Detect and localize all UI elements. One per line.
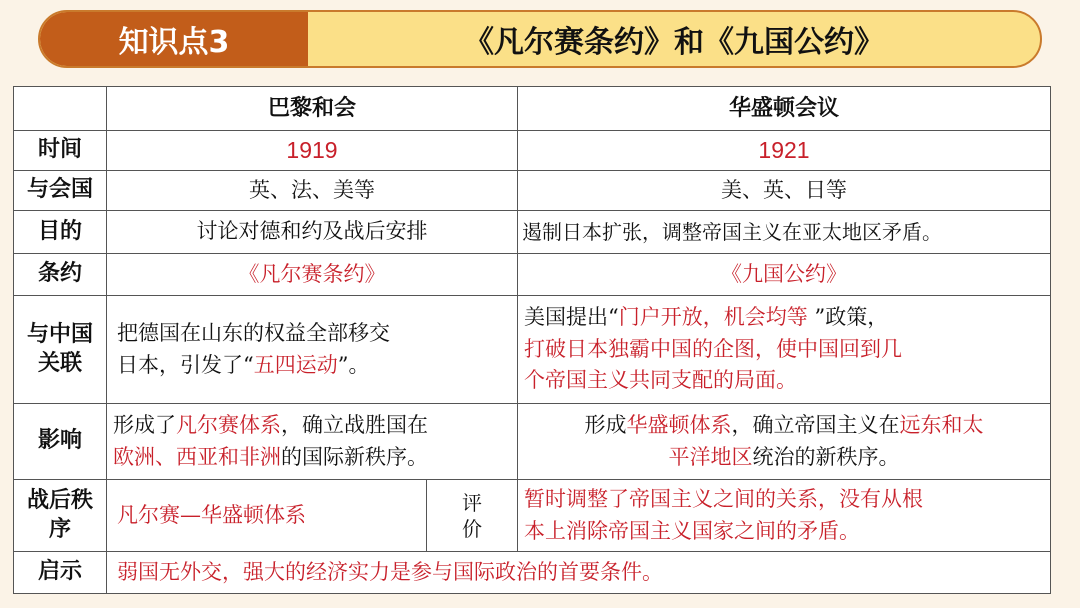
row-label-order: [14, 480, 107, 552]
washington-china-text-c: ”政策，: [814, 305, 889, 330]
paris-participants: 英、法、美等: [107, 171, 518, 211]
knowledge-point-tag: [40, 12, 308, 66]
page-title: 《凡尔赛条约》和《九国公约》: [464, 25, 884, 60]
paris-impact-regions: 欧洲、西亚和非洲: [113, 444, 281, 469]
paris-impact-line2: [113, 442, 511, 474]
table-row-lesson: [14, 552, 1051, 594]
row-label-impact: 影响: [14, 404, 107, 480]
washington-impact: [518, 404, 1051, 480]
washington-impact-text-c: ，确立帝国主义在: [731, 413, 900, 437]
paris-china-text-a: 日本，引发了“: [117, 352, 254, 377]
washington-time: 1921: [518, 131, 1051, 171]
row-label-time: 时间: [14, 131, 107, 171]
order-value: 凡尔赛—华盛顿体系: [107, 480, 427, 552]
table-row-participants: [14, 171, 1051, 211]
washington-impact-region-b: 平洋地区: [668, 444, 753, 469]
knowledge-point-label: 知识点3: [118, 25, 230, 60]
washington-impact-region-a: 远东和太: [899, 413, 984, 437]
washington-impact-line1: [524, 410, 1044, 442]
col-header-washington: 华盛顿会议: [518, 87, 1051, 131]
table-row-impact: [14, 404, 1051, 480]
row-label-china-line1: 与中国: [26, 321, 93, 347]
washington-purpose: 遏制日本扩张，调整帝国主义在亚太地区矛盾。: [518, 211, 1051, 254]
washington-china-line2: 打破日本独霸中国的企图，使中国回到几: [524, 336, 903, 361]
washington-treaty: 《九国公约》: [518, 254, 1051, 296]
washington-participants: 美、英、日等: [518, 171, 1051, 211]
col-header-paris: 巴黎和会: [107, 87, 518, 131]
washington-china: [518, 296, 1051, 404]
washington-impact-text-b: 统治的新秩序。: [752, 444, 900, 469]
evaluation-label-line2: 价: [462, 516, 482, 541]
evaluation-text-line1: 暂时调整了帝国主义之间的关系，没有从根: [524, 487, 924, 511]
corner-cell: [14, 87, 107, 131]
evaluation-text-line2: 本上消除帝国主义国家之间的矛盾。: [524, 518, 861, 543]
paris-time: 1919: [107, 131, 518, 171]
title-banner: [38, 10, 1042, 68]
washington-impact-line2: [524, 442, 1044, 474]
comparison-table: [13, 86, 1051, 594]
washington-china-line3: 个帝国主义共同支配的局面。: [524, 368, 798, 393]
row-label-treaty: 条约: [14, 254, 107, 296]
lesson-value: 弱国无外交，强大的经济实力是参与国际政治的首要条件。: [107, 552, 1051, 594]
table-row-order: [14, 480, 1051, 552]
row-label-order-line2: 序: [48, 516, 71, 542]
row-label-purpose: 目的: [14, 211, 107, 254]
paris-impact-text-a: 形成了: [113, 413, 176, 437]
washington-impact-text-a: 形成: [584, 413, 627, 437]
open-door-policy: 门户开放，机会均等: [618, 305, 815, 330]
evaluation-label-line1: 评: [462, 490, 482, 515]
table-row-time: [14, 131, 1051, 171]
table-row-purpose: [14, 211, 1051, 254]
paris-treaty: 《凡尔赛条约》: [107, 254, 518, 296]
washington-china-text-a: 美国提出“: [524, 305, 619, 330]
paris-china-text-c: ”。: [337, 352, 370, 377]
row-label-lesson: 启示: [14, 552, 107, 594]
washington-system: 华盛顿体系: [626, 413, 732, 437]
evaluation-label: [427, 480, 518, 552]
may-fourth-movement: 五四运动: [253, 352, 338, 377]
paris-impact-text-b: 的国际新秩序。: [281, 444, 428, 469]
paris-purpose: 讨论对德和约及战后安排: [107, 211, 518, 254]
paris-china-line2: [117, 350, 511, 382]
paris-impact: [107, 404, 518, 480]
versailles-system: 凡尔赛体系: [176, 413, 281, 437]
paris-impact-line1: [113, 410, 511, 442]
evaluation-text: [518, 480, 1051, 552]
washington-china-line1: [524, 302, 1044, 334]
table-row-treaty: [14, 254, 1051, 296]
paris-china-line1: 把德国在山东的权益全部移交: [117, 321, 390, 345]
row-label-order-line1: 战后秩: [26, 487, 93, 513]
row-label-china-line2: 关联: [37, 350, 82, 376]
row-label-china: [14, 296, 107, 404]
paris-china: [107, 296, 518, 404]
table-header-row: [14, 87, 1051, 131]
paris-impact-text-c: ，确立战胜国在: [281, 413, 428, 437]
row-label-participants: 与会国: [14, 171, 107, 211]
table-row-china: [14, 296, 1051, 404]
